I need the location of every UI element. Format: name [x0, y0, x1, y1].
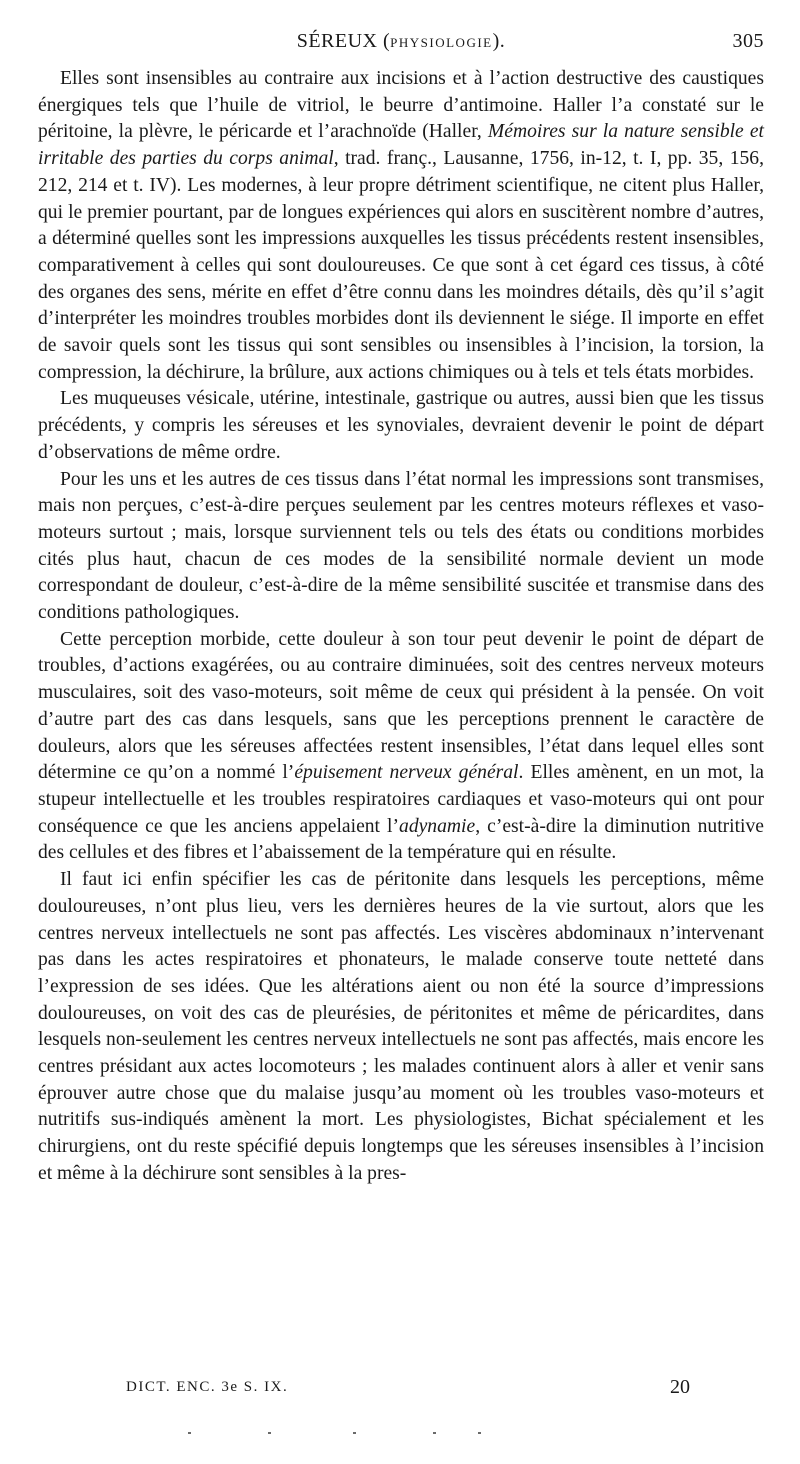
running-head: [38, 30, 764, 58]
running-title-subject: PHYSIOLOGIE: [390, 35, 493, 50]
paragraph: [38, 867, 764, 1187]
running-title-end: ).: [492, 30, 506, 52]
italic-run: Mémoires sur la nature sensible et irritable des parties du corps animal: [38, 121, 764, 170]
paragraph: [38, 66, 764, 386]
document-page: [38, 0, 764, 1464]
text-run: , c’est-à-dire la diminution nutritive des cellules et des fibres et l’abaissement de la température qui en résulte.: [38, 815, 764, 864]
paragraph: [38, 467, 764, 627]
page-footer: [38, 1376, 764, 1404]
text-run: , trad. franç., Lausanne, 1756, in-12, t. I, pp. 35, 156, 212, 214 et t. IV). Les modernes, à leur propre détriment scientifique, ne citent plus Haller, qui le premier pourtant, par de longues expériences qui alors en suscitèrent nombre d’autres, a déterminé quelles sont les impressions auxquelles les tissus précédents restent insensibles, comparativement à celles qui sont douloureuses. Ce que sont à cet égard ces tissus, à côté des organes des sens, mérite en effet d’être connu dans les moindres détails, dès qu’il s’agit d’interpréter les moindres troubles morbides dont ils deviennent le siége. Il importe en effet de savoir quels sont les tissus qui sont sensibles ou insensibles à l’incision, la torsion, la compression, la déchirure, la brûlure, aux actions chimiques ou à tels et tels états morbides.: [38, 148, 764, 383]
text-run: Elles sont insensibles au contraire aux incisions et à l’action destructive des caustiques énergiques tels que l’huile de vitriol, le beurre d’antimoine. Haller l’a constaté sur le péritoine, la plèvre, le péricarde et l’arachnoïde (Haller,: [38, 68, 764, 143]
text-run: Il faut ici enfin spécifier les cas de péritonite dans lesquels les perceptions, même douloureuses, n’ont plus lieu, vers les dernières heures de la vie surtout, alors que les centres nerveux intellectuels ne sont pas affectés. Les viscères abdominaux n’intervenant pas dans les actes respiratoires et phonateurs, le malade conserve toute netteté dans l’expression de ses idées. Que les altérations aient ou non été la source d’impressions douloureuses, on voit des cas de pleurésies, de péritonites et même de péricardites, dans lesquels non-seulement les centres nerveux intellectuels ne sont pas affectés, mais encore les centres présidant aux actes locomoteurs ; les malades continuent alors à aller et venir sans éprouver autre chose que du malaise jusqu’au moment où les troubles vaso-moteurs et nutritifs sus-indiqués amènent la mort. Les physiologistes, Bichat spécialement et les chirurgiens, ont du reste spécifié depuis longtemps que les séreuses insensibles à l’incision et même à la déchirure sont sensibles à la pres-: [38, 869, 764, 1184]
italic-run: épuisement nerveux général: [294, 762, 519, 784]
running-title: [38, 30, 764, 53]
text-run: Les muqueuses vésicale, utérine, intestinale, gastrique ou autres, aussi bien que les tissus précédents, y compris les séreuses et les synoviales, devraient devenir le point de départ d’observations de même ordre.: [38, 388, 764, 463]
paragraph: [38, 386, 764, 466]
running-title-main: SÉREUX (: [296, 30, 391, 52]
sheet-folio: 20: [670, 1376, 690, 1398]
italic-run: adynamie: [399, 815, 476, 837]
page-number: 305: [732, 30, 764, 52]
text-run: Cette perception morbide, cette douleur à son tour peut devenir le point de départ de troubles, d’actions exagérées, ou au contraire diminuées, soit des centres nerveux moteurs musculaires, soit des vaso-moteurs, soit même de ceux qui président à la pensée. On voit d’autre part des cas dans lesquels, sans que les perceptions prennent le caractère de douleurs, alors que les séreuses affectées restent insensibles, l’état dans lequel elles sont détermine ce qu’on a nommé l’: [38, 628, 764, 784]
print-specks: [188, 1430, 508, 1436]
paragraph: [38, 627, 764, 867]
signature-mark: DICT. ENC. 3e S. IX.: [126, 1379, 289, 1395]
body-text: [38, 66, 764, 1188]
text-run: Pour les uns et les autres de ces tissus dans l’état normal les impressions sont transmises, mais non perçues, c’est-à-dire perçues seulement par les centres moteurs réflexes et vaso-moteurs surtout ; mais, lorsque surviennent tels ou tels des états ou conditions morbides cités plus haut, chacun de ces modes de la sensibilité normale devient un mode correspondant de douleur, c’est-à-dire de la même sensibilité suscitée et transmise dans des conditions pathologiques.: [38, 468, 764, 624]
text-run: . Elles amènent, en un mot, la stupeur intellectuelle et les troubles respiratoires cardiaques et vaso-moteurs qui ont pour conséquence ce que les anciens appelaient l’: [38, 762, 764, 837]
